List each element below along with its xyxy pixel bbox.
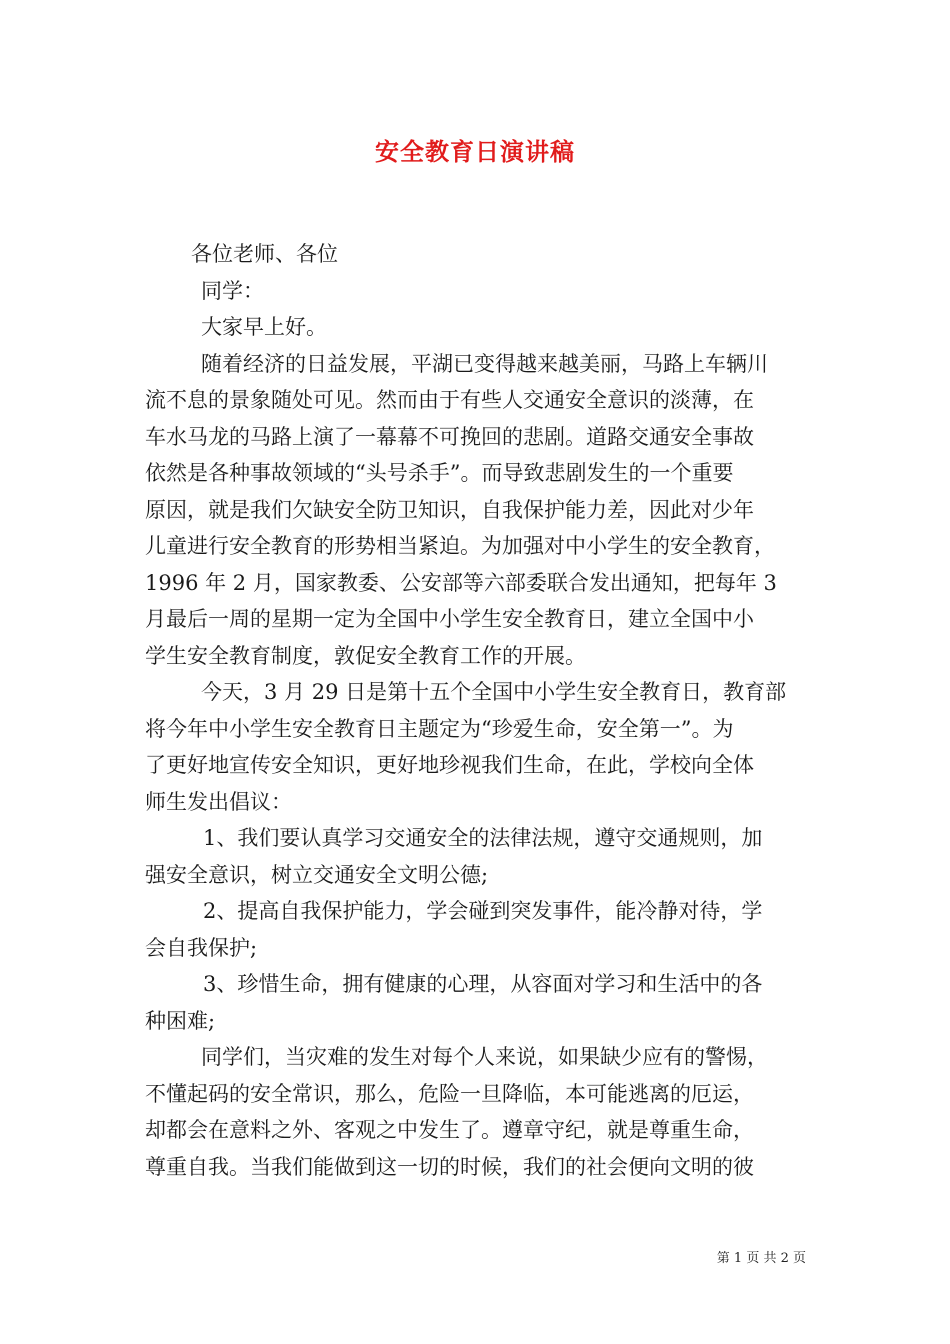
salutation-line: 同学： (201, 278, 264, 303)
page-number: 第 1 页 共 2 页 (716, 1251, 806, 1266)
paragraph-line: 今天，3 月 29 日是第十五个全国中小学生安全教育日，教育部 (201, 680, 787, 704)
salutation-line: 各位老师、各位 (191, 242, 338, 266)
greeting-line: 大家早上好。 (201, 315, 327, 339)
list-item-line: 会自我保护; (145, 935, 258, 960)
list-item-line: 1、我们要认真学习交通安全的法律法规，遵守交通规则，加 (203, 826, 763, 850)
paragraph-line: 流不息的景象随处可见。然而由于有些人交通安全意识的淡薄，在 (145, 388, 754, 412)
paragraph-line: 同学们，当灾难的发生对每个人来说，如果缺少应有的警惕， (201, 1045, 768, 1069)
paragraph-line: 将今年中小学生安全教育日主题定为“珍爱生命，安全第一”。为 (145, 716, 734, 741)
paragraph-line: 了更好地宣传安全知识，更好地珍视我们生命，在此，学校向全体 (145, 753, 754, 777)
list-item-line: 种困难; (145, 1008, 216, 1033)
list-item-line: 强安全意识，树立交通安全文明公德; (145, 862, 489, 887)
document-title: 安全教育日演讲稿 (375, 138, 575, 166)
paragraph-line: 1996 年 2 月，国家教委、公安部等六部委联合发出通知，把每年 3 (145, 570, 777, 595)
paragraph-line: 学生安全教育制度，敦促安全教育工作的开展。 (145, 643, 586, 668)
document-body (145, 236, 810, 1185)
paragraph-line: 儿童进行安全教育的形势相当紧迫。为加强对中小学生的安全教育， (145, 534, 775, 558)
paragraph-line: 不懂起码的安全常识，那么，危险一旦降临，本可能逃离的厄运， (145, 1081, 754, 1106)
paragraph-line: 原因，就是我们欠缺安全防卫知识，自我保护能力差，因此对少年 (145, 497, 754, 522)
paragraph-line: 车水马龙的马路上演了一幕幕不可挽回的悲剧。道路交通安全事故 (145, 424, 754, 449)
paragraph-line: 师生发出倡议： (145, 789, 292, 814)
paragraph-line: 却都会在意料之外、客观之中发生了。遵章守纪，就是尊重生命， (145, 1118, 754, 1142)
list-item-line: 2、提高自我保护能力，学会碰到突发事件，能冷静对待，学 (203, 899, 763, 923)
paragraph-line: 尊重自我。当我们能做到这一切的时候，我们的社会便向文明的彼 (145, 1154, 754, 1179)
list-item-line: 3、珍惜生命，拥有健康的心理，从容面对学习和生活中的各 (203, 972, 763, 996)
paragraph-line: 随着经济的日益发展，平湖已变得越来越美丽，马路上车辆川 (201, 351, 768, 376)
paragraph-line: 月最后一周的星期一定为全国中小学生安全教育日，建立全国中小 (145, 607, 754, 631)
paragraph-line: 依然是各种事故领域的“头号杀手”。而导致悲剧发生的一个重要 (145, 461, 734, 485)
